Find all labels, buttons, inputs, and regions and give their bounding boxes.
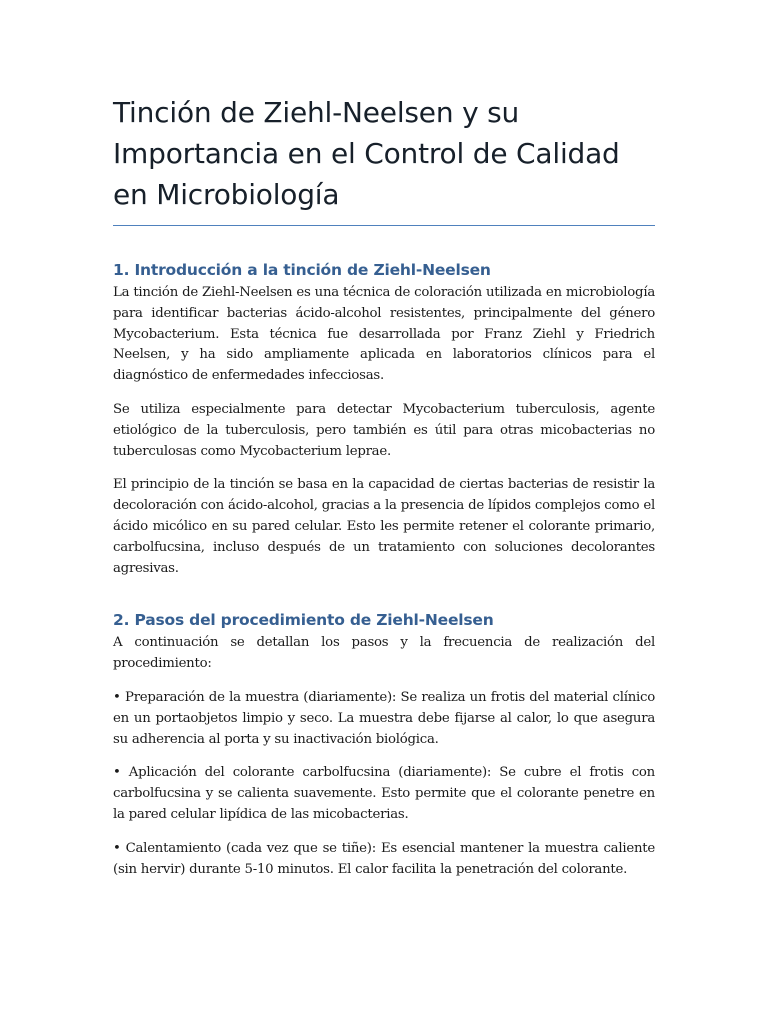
section-procedure-steps	[113, 609, 655, 880]
paragraph: La tinción de Ziehl-Neelsen es una técnica de coloración utilizada en microbiología para identificar bacterias ácido-alcohol resistentes, principalmente del género Mycobacterium. Esta técnica fue desarrollada por Franz Ziehl y Friedrich Neelsen, y ha sido ampliamente aplicada en laboratorios clínicos para el diagnóstico de enfermedades infecciosas.	[113, 285, 655, 384]
document-title: Tinción de Ziehl-Neelsen y su Importancia en el Control de Calidad en Microbiología	[113, 96, 620, 211]
paragraph: El principio de la tinción se basa en la capacidad de ciertas bacterias de resistir la decoloración con ácido-alcohol, gracias a la presencia de lípidos complejos como el ácido micólico en su pared celular. Esto les permite retener el colorante primario, carbolfucsina, incluso después de un tratamiento con soluciones decolorantes agresivas.	[113, 477, 655, 576]
section-introduction	[113, 259, 655, 579]
paragraph: A continuación se detallan los pasos y la frecuencia de realización del procedimiento:	[113, 635, 655, 672]
bullet-item: • Aplicación del colorante carbolfucsina (diariamente): Se cubre el frotis con carbolfucsina y se calienta suavemente. Esto permite que el colorante penetre en la pared celular lipídica de las micobacterias.	[113, 765, 655, 822]
bullet-item: • Preparación de la muestra (diariamente): Se realiza un frotis del material clínico en un portaobjetos limpio y seco. La muestra debe fijarse al calor, lo que asegura su adherencia al porta y su inactivación biológica.	[113, 689, 655, 747]
title-divider	[113, 225, 655, 226]
paragraph: Se utiliza especialmente para detectar Mycobacterium tuberculosis, agente etiológico de la tuberculosis, pero también es útil para otras micobacterias no tuberculosas como Mycobacterium leprae.	[113, 401, 655, 459]
bullet-item: • Calentamiento (cada vez que se tiñe): Es esencial mantener la muestra caliente (sin hervir) durante 5-10 minutos. El calor facilita la penetración del colorante.	[113, 840, 655, 877]
section-heading-introduction: 1. Introducción a la tinción de Ziehl-Neelsen	[113, 261, 491, 279]
section-heading-procedure: 2. Pasos del procedimiento de Ziehl-Neelsen	[113, 611, 494, 630]
document-page	[113, 92, 655, 893]
